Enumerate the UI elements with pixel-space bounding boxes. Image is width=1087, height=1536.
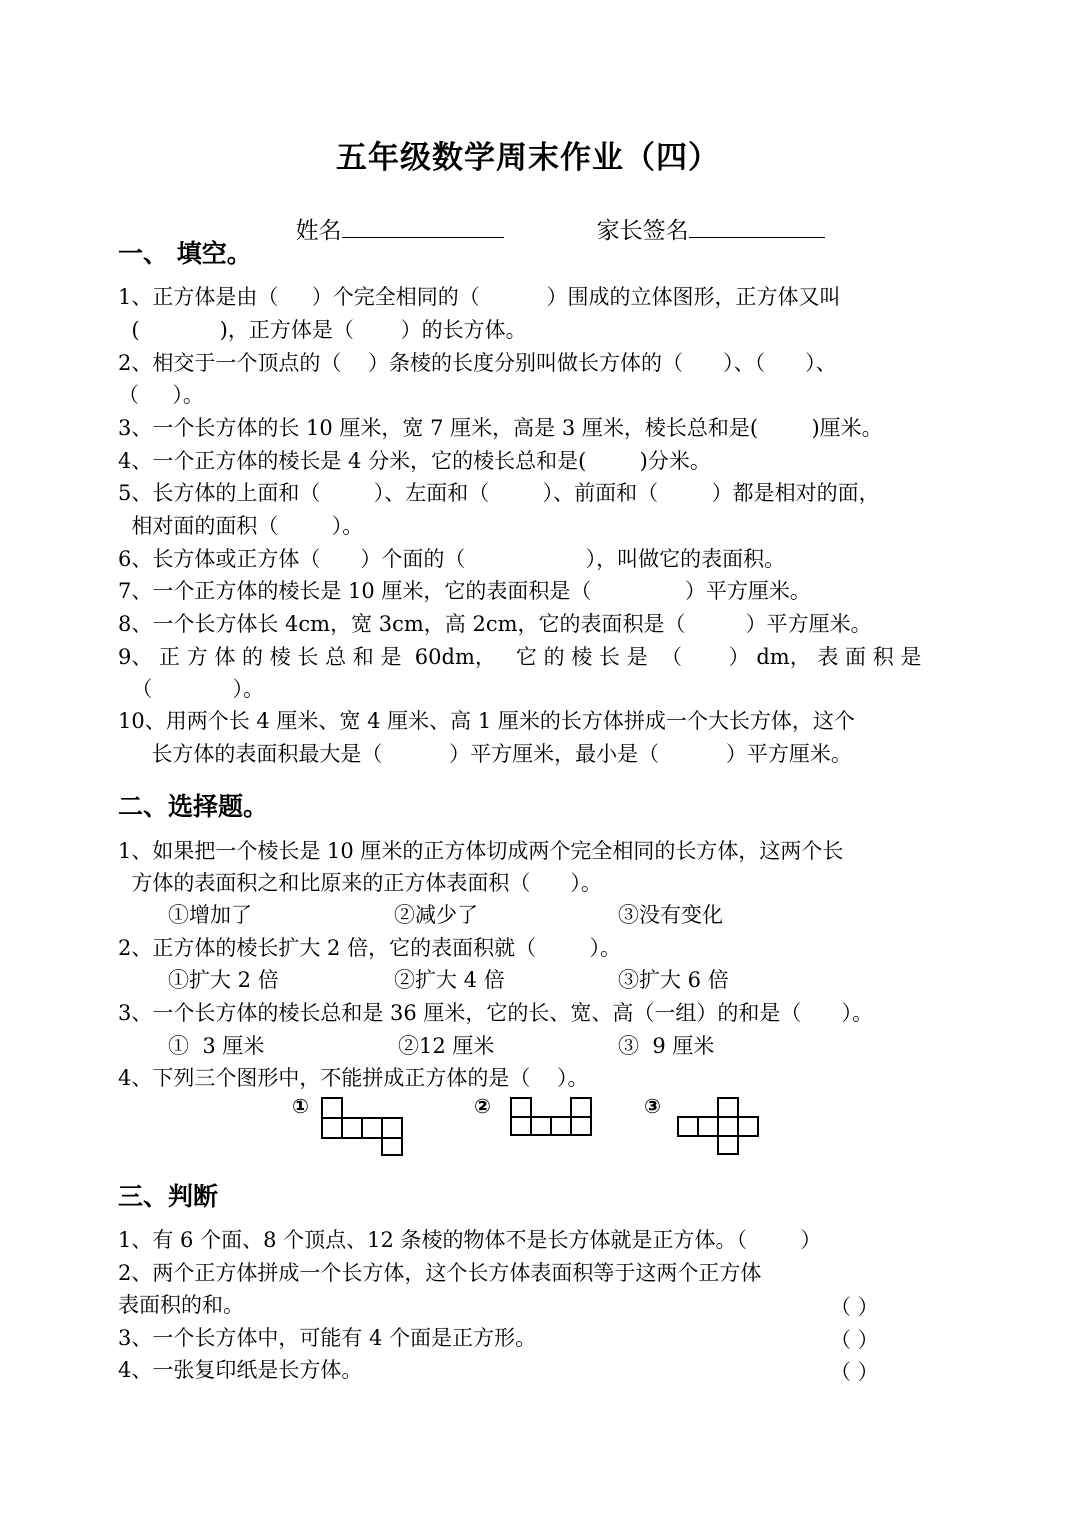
question-line: （ ）。	[118, 383, 204, 407]
answer-parenthesis[interactable]: （ ）	[830, 1328, 879, 1352]
question-line: 6、长方体或正方体（ ）个面的（ ），叫做它的表面积。	[118, 547, 786, 571]
question-line: 3、一个长方体的棱长总和是 36 厘米，它的长、宽、高（一组）的和是（ ）。	[118, 1001, 873, 1025]
choice-option[interactable]: ②12 厘米	[398, 1034, 495, 1058]
parent-signature-field[interactable]	[582, 186, 825, 245]
parent-signature-label: 家长签名	[596, 218, 689, 244]
choice-option[interactable]: ③扩大 6 倍	[618, 968, 729, 992]
name-label: 姓名	[295, 218, 342, 244]
question-line: 1、如果把一个棱长是 10 厘米的正方体切成两个完全相同的长方体，这两个长	[118, 839, 844, 863]
answer-parenthesis[interactable]: （ ）	[830, 1295, 879, 1319]
question-line: 方体的表面积之和比原来的正方体表面积（ ）。	[118, 871, 602, 895]
question-line: 4、一个正方体的棱长是 4 分米，它的棱长总和是( )分米。	[118, 449, 711, 473]
question-line: 5、长方体的上面和（ ）、左面和（ ）、前面和（ ）都是相对的面，	[118, 481, 880, 505]
question-line: 9、 正 方 体 的 棱 长 总 和 是 60dm， 它 的 棱 长 是 （ ） dm， 表 面 积 是	[118, 645, 922, 669]
question-line: 1、正方体是由（ ）个完全相同的（ ）围成的立体图形，正方体又叫	[118, 285, 841, 309]
section-heading-multiple-choice: 二、选择题。	[118, 792, 269, 821]
name-field[interactable]	[281, 186, 504, 245]
question-line: 表面积的和。	[118, 1293, 244, 1317]
cube-net-2	[509, 1096, 599, 1138]
choice-option[interactable]: ③没有变化	[618, 903, 723, 927]
question-line: 4、下列三个图形中，不能拼成正方体的是（ ）。	[118, 1066, 589, 1090]
question-line: 相对面的面积（ ）。	[118, 514, 364, 538]
net-label: ①	[292, 1094, 309, 1118]
choice-option[interactable]: ②扩大 4 倍	[394, 968, 505, 992]
parent-signature-blank[interactable]	[689, 215, 825, 238]
question-line: 2、正方体的棱长扩大 2 倍，它的表面积就（ ）。	[118, 936, 621, 960]
cube-net-1	[320, 1096, 412, 1158]
net-label: ③	[644, 1094, 661, 1118]
choice-option[interactable]: ① 3 厘米	[168, 1034, 265, 1058]
choice-option[interactable]: ③ 9 厘米	[618, 1034, 715, 1058]
question-line: 3、一个长方体的长 10 厘米，宽 7 厘米，高是 3 厘米，棱长总和是( )厘米。	[118, 416, 883, 440]
cube-net-3	[676, 1096, 766, 1158]
name-blank[interactable]	[342, 215, 504, 238]
section-heading-fill-blank: 一、 填空。	[118, 239, 252, 268]
question-line: （ ）。	[118, 677, 264, 701]
question-line: ( )，正方体是（ ）的长方体。	[118, 318, 527, 342]
question-line: 长方体的表面积最大是（ ）平方厘米，最小是（ ）平方厘米。	[118, 742, 852, 766]
question-line: 2、相交于一个顶点的（ ）条棱的长度分别叫做长方体的（ ）、（ ）、	[118, 351, 837, 375]
question-line: 3、一个长方体中，可能有 4 个面是正方形。	[118, 1326, 537, 1350]
question-line: 4、一张复印纸是长方体。	[118, 1358, 363, 1382]
choice-option[interactable]: ①扩大 2 倍	[168, 968, 279, 992]
question-line: 2、两个正方体拼成一个长方体，这个长方体表面积等于这两个正方体	[118, 1261, 762, 1285]
choice-option[interactable]: ②减少了	[394, 903, 478, 927]
answer-parenthesis[interactable]: （ ）	[830, 1360, 879, 1384]
question-line: 8、一个长方体长 4cm，宽 3cm，高 2cm，它的表面积是（ ）平方厘米。	[118, 612, 872, 636]
page-title: 五年级数学周末作业（四）	[336, 140, 720, 176]
choice-option[interactable]: ①增加了	[168, 903, 252, 927]
question-line: 10、用两个长 4 厘米、宽 4 厘米、高 1 厘米的长方体拼成一个大长方体，这个	[118, 709, 855, 733]
question-line: 7、一个正方体的棱长是 10 厘米，它的表面积是（ ）平方厘米。	[118, 579, 811, 603]
section-heading-true-false: 三、判断	[118, 1182, 219, 1211]
question-line: 1、有 6 个面、8 个顶点、12 条棱的物体不是长方体就是正方体。（ ）	[118, 1228, 822, 1252]
net-label: ②	[474, 1094, 491, 1118]
